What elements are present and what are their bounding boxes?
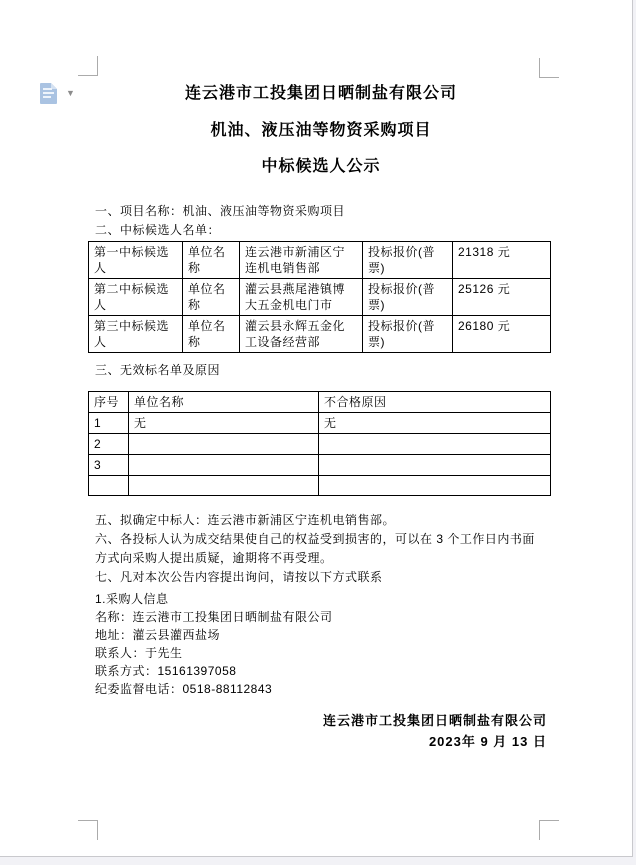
section-candidate-list-heading: 二、中标候选人名单： [95, 223, 221, 237]
reject-reason [319, 434, 551, 455]
signature-block [95, 710, 547, 752]
margin-crop-mark-top-left [78, 56, 98, 76]
margin-crop-mark-top-right [539, 58, 559, 78]
margin-crop-mark-bottom-left [78, 820, 98, 840]
clipboard-paste-icon [40, 83, 57, 104]
bid-price-value: 21318 元 [453, 242, 551, 279]
chevron-down-icon[interactable]: ▼ [66, 88, 75, 98]
table-row [89, 279, 551, 316]
purchaser-info-block [95, 590, 547, 698]
signature-company: 连云港市工投集团日晒制盐有限公司 [322, 713, 547, 728]
section-project-name: 一、项目名称：机油、液压油等物资采购项目 [95, 204, 346, 218]
purchaser-name: 名称：连云港市工投集团日晒制盐有限公司 [95, 610, 333, 624]
table-header-row [89, 392, 551, 413]
document-title-project: 机油、液压油等物资采购项目 [210, 122, 432, 139]
serial-no: 2 [89, 434, 129, 455]
section-confirmed-winner: 五、拟确定中标人：连云港市新浦区宁连机电销售部。 [95, 513, 396, 527]
candidate-company: 灌云县燕尾港镇博大五金机电门市 [240, 279, 363, 316]
reject-reason [319, 476, 551, 496]
section-objection-notice: 六、各投标人认为成交结果使自己的权益受到损害的，可以在 3 个工作日内书面方式向采购人提出质疑，逾期将不再受理。 [95, 532, 535, 565]
table-row [89, 242, 551, 279]
table-row [89, 434, 551, 455]
margin-crop-mark-bottom-right [539, 820, 559, 840]
bid-price-value: 25126 元 [453, 279, 551, 316]
document-title-company: 连云港市工投集团日晒制盐有限公司 [184, 85, 457, 102]
bid-price-label: 投标报价(普票) [363, 242, 453, 279]
table-row [89, 316, 551, 353]
unit-name [129, 434, 319, 455]
unit-name [129, 455, 319, 476]
unit-name: 无 [129, 413, 319, 434]
invalid-bids-table [88, 391, 551, 496]
table-row [89, 476, 551, 496]
purchaser-heading: 1.采购人信息 [95, 592, 169, 606]
unit-name [129, 476, 319, 496]
serial-no: 3 [89, 455, 129, 476]
purchaser-address: 地址：灌云县灌西盐场 [95, 628, 221, 642]
serial-no [89, 476, 129, 496]
serial-no: 1 [89, 413, 129, 434]
purchaser-phone: 联系方式：15161397058 [95, 664, 237, 678]
unit-name-label: 单位名称 [183, 242, 240, 279]
bid-price-label: 投标报价(普票) [363, 279, 453, 316]
candidate-rank: 第二中标候选人 [89, 279, 183, 316]
header-serial-no: 序号 [89, 392, 129, 413]
reject-reason: 无 [319, 413, 551, 434]
header-reject-reason: 不合格原因 [319, 392, 551, 413]
document-title-announcement: 中标候选人公示 [261, 158, 381, 175]
section-invalid-bids-heading: 三、无效标名单及原因 [95, 363, 221, 377]
candidate-rank: 第三中标候选人 [89, 316, 183, 353]
table-row [89, 413, 551, 434]
unit-name-label: 单位名称 [183, 316, 240, 353]
candidates-table [88, 241, 551, 353]
header-unit-name: 单位名称 [129, 392, 319, 413]
unit-name-label: 单位名称 [183, 279, 240, 316]
section-contact-notice: 七、凡对本次公告内容提出询问，请按以下方式联系 [95, 570, 383, 584]
signature-date: 2023年 9 月 13 日 [428, 734, 547, 749]
reject-reason [319, 455, 551, 476]
candidate-company: 灌云县永辉五金化工设备经营部 [240, 316, 363, 353]
table-row [89, 455, 551, 476]
candidate-company: 连云港市新浦区宁连机电销售部 [240, 242, 363, 279]
purchaser-contact: 联系人：于先生 [95, 646, 183, 660]
paste-options-button[interactable] [38, 82, 80, 108]
bid-price-value: 26180 元 [453, 316, 551, 353]
purchaser-supervision-phone: 纪委监督电话：0518-88112843 [95, 682, 273, 696]
candidate-rank: 第一中标候选人 [89, 242, 183, 279]
bid-price-label: 投标报价(普票) [363, 316, 453, 353]
